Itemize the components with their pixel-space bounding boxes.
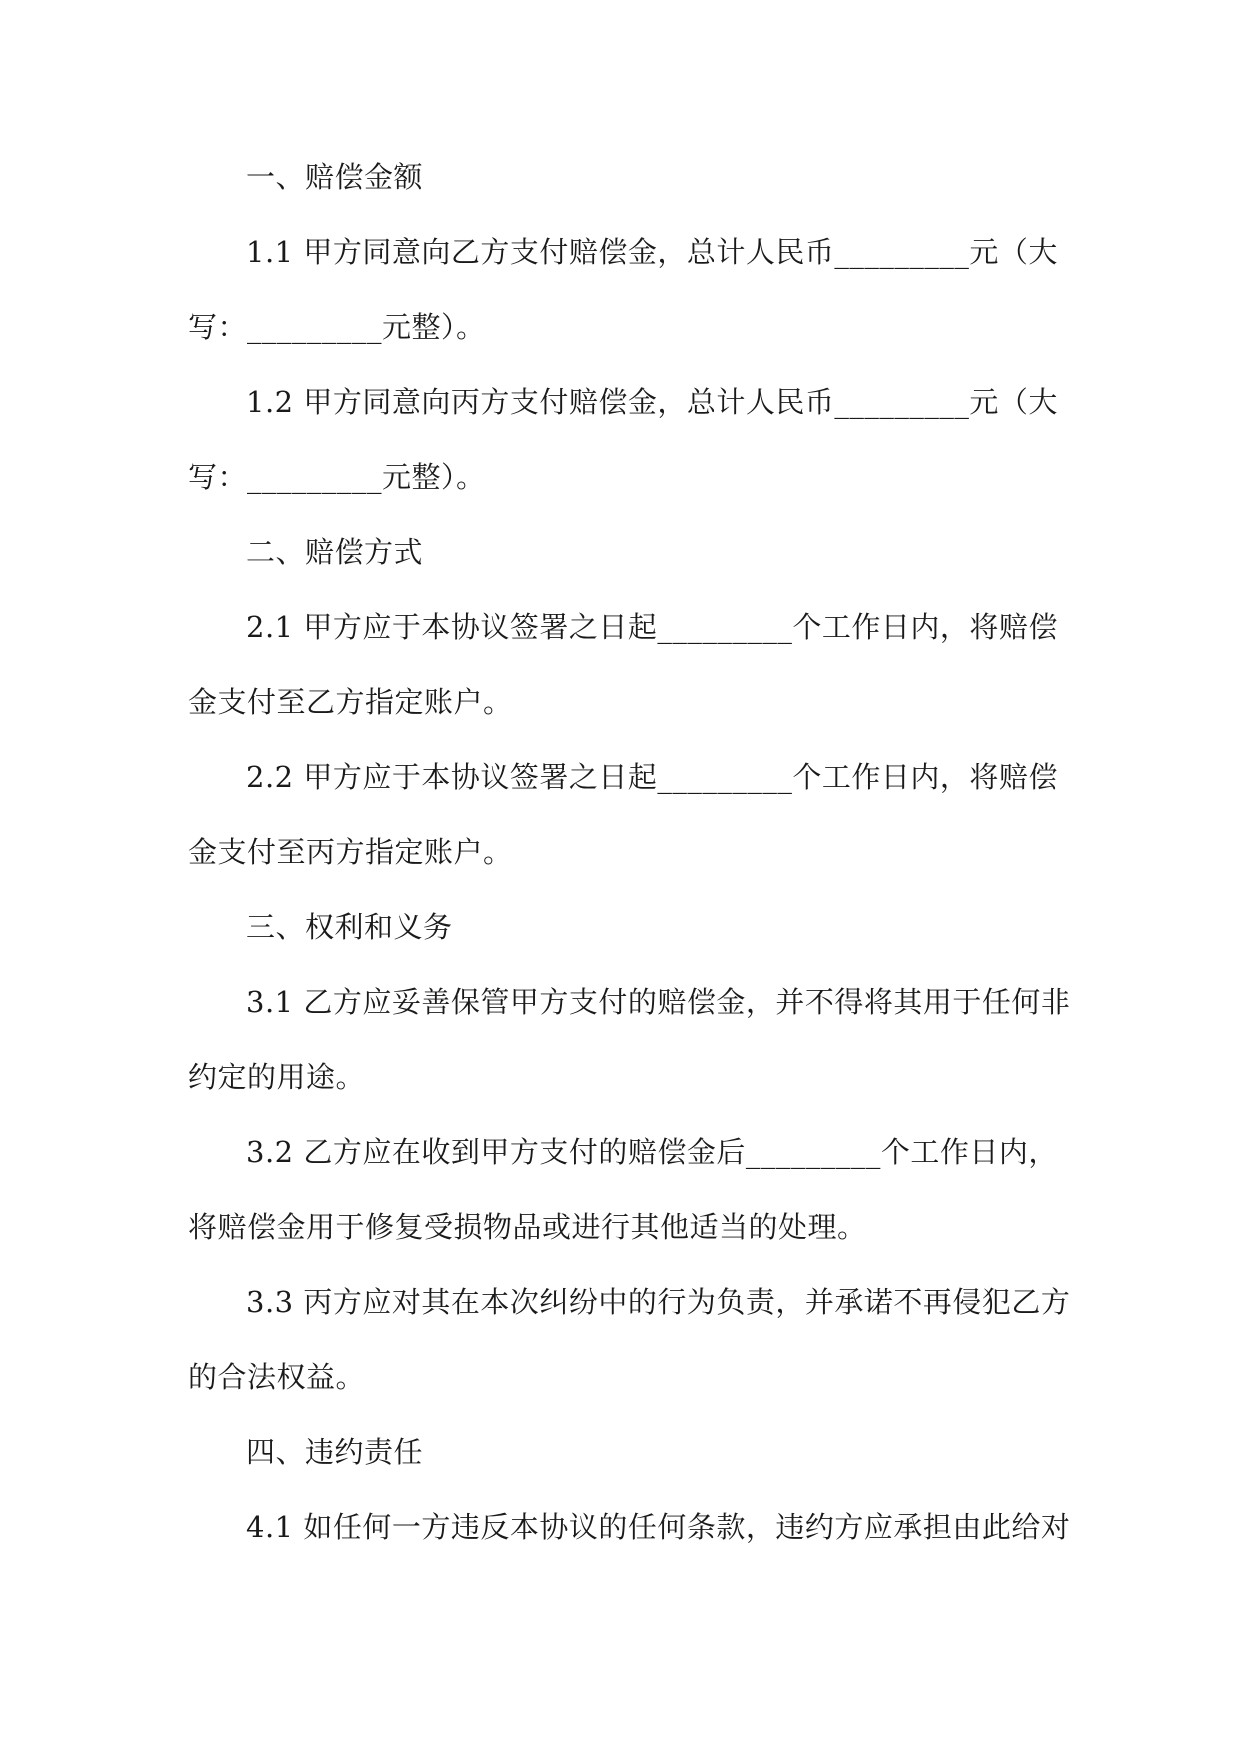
clause-3-1-line-2: 约定的用途。 — [188, 1060, 366, 1094]
clause-4-1-line-1: 4.1 如任何一方违反本协议的任何条款，违约方应承担由此给对 — [246, 1510, 1071, 1544]
clause-2-1-line-1: 2.1 甲方应于本协议签署之日起_________个工作日内，将赔偿 — [246, 610, 1058, 644]
clause-1-2-line-2: 写：_________元整）。 — [188, 460, 486, 494]
clause-1-1-line-1: 1.1 甲方同意向乙方支付赔偿金，总计人民币_________元（大 — [246, 235, 1058, 269]
clause-3-3-line-2: 的合法权益。 — [188, 1360, 366, 1394]
clause-3-1-line-1: 3.1 乙方应妥善保管甲方支付的赔偿金，并不得将其用于任何非 — [246, 985, 1071, 1019]
section-heading-rights-obligations: 三、权利和义务 — [246, 910, 453, 944]
clause-2-1-line-2: 金支付至乙方指定账户。 — [188, 685, 513, 719]
section-heading-compensation-method: 二、赔偿方式 — [246, 535, 424, 569]
section-heading-compensation-amount: 一、赔偿金额 — [246, 160, 424, 194]
clause-3-3-line-1: 3.3 丙方应对其在本次纠纷中的行为负责，并承诺不再侵犯乙方 — [246, 1285, 1071, 1319]
section-heading-breach-liability: 四、违约责任 — [246, 1435, 424, 1469]
document-page — [188, 140, 1071, 1565]
clause-3-2-line-2: 将赔偿金用于修复受损物品或进行其他适当的处理。 — [188, 1210, 867, 1244]
clause-2-2-line-1: 2.2 甲方应于本协议签署之日起_________个工作日内，将赔偿 — [246, 760, 1058, 794]
clause-3-2-line-1: 3.2 乙方应在收到甲方支付的赔偿金后_________个工作日内， — [246, 1135, 1058, 1169]
clause-1-2-line-1: 1.2 甲方同意向丙方支付赔偿金，总计人民币_________元（大 — [246, 385, 1058, 419]
clause-2-2-line-2: 金支付至丙方指定账户。 — [188, 835, 513, 869]
clause-1-1-line-2: 写：_________元整）。 — [188, 310, 486, 344]
